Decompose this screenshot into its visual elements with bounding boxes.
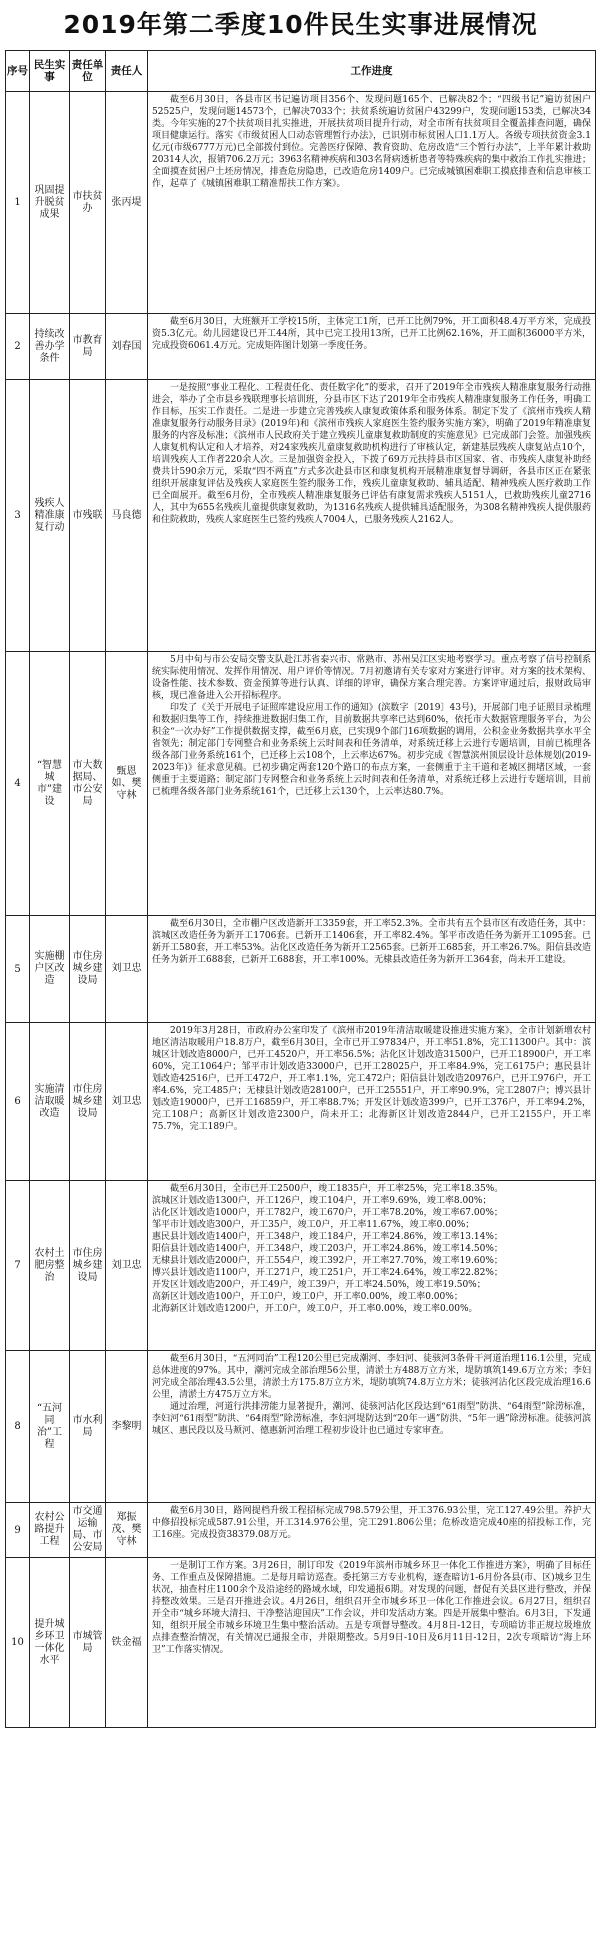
- progress-paragraph: 截至6月30日，大班额开工学校15所，主体完工1所，已开工比例79%，开工面积48.4万平方米，完成投资5.3亿元。幼儿园建设已开工44所，其中已完工投用13所，已开工比例62.16%，开工面积36000平方米，完成投资6061.4万元。完成矩阵图计划第一季度任务。: [152, 317, 591, 351]
- progress-paragraph: 5月中旬与市公安局交警支队赴江苏省泰兴市、常熟市、苏州吴江区实地考察学习。重点考察了信号控制系统实际使用情况、发挥作用情况、用户评价等情况。7月初邀请有关专家对方案进行评审。对方案的技术架构、设备性能、技术参数、资金预算等进行认真、详细的评审，确保方案合理完善。方案评审通过后，报财政局审核，现已准备进入公开招标程序。: [152, 655, 591, 701]
- table-row: [6, 652, 596, 916]
- row-number: 1: [6, 92, 30, 314]
- row-person: 郑振茂、樊守林: [106, 1503, 148, 1558]
- table-row: [6, 1023, 596, 1181]
- table-row: [6, 380, 596, 652]
- row-progress: [148, 380, 596, 652]
- row-number: 3: [6, 380, 30, 652]
- progress-paragraph: 阳信县计划改造1400户，开工348户，竣工203户，开工率24.86%，竣工率14.50%；: [152, 1244, 503, 1254]
- header-person: 责任人: [106, 51, 148, 92]
- row-unit: 市残联: [70, 380, 106, 652]
- progress-paragraph: 2019年3月28日，市政府办公室印发了《滨州市2019年清洁取暖建设推进实施方案》，全市计划新增农村地区清洁取暖用户18.8万户，截至6月30日，全市已开工97834户，开工率51.8%，完工11300户。其中：滨城区计划改造8000户，已开工4520户，开工率56.5%；沾化区计划改造31500户，已开工18900户，开工率60%，完工1064户；邹平市计划改造33000户，已开工28025户，开工率84.9%，完工6175户；惠民县计划改造42516户，已开工472户，开工率1.1%，完工472户；阳信县计划改造20976户，已开工976户，开工率4.6%，完工485户；无棣县计划改造28100户，已开工25551户，开工率90.9%，完工2807户；博兴县计划改造19000户，已开工16859户，开工率88.7%；开发区计划改造399户，已开工376户，开工率94.2%，完工108户；高新区计划改造2300户，尚未开工；北海新区计划改造2844户，已开工2155户，开工率75.7%，完工189户。: [152, 1026, 591, 1132]
- row-unit: 市城管局: [70, 1558, 106, 1728]
- progress-paragraph: 截至6月30日，“五河同治”工程120公里已完成潮河、李妇河、徒骇河3条骨干河道治理116.1公里，完成总体进度的97%。其中，潮河完成全部治理56公里，清淤土方488万立方米，堤防填筑149.6万立方米；李妇河完成全部治理43.5公里，清淤土方175.8万立方米，堤防填筑74.8万立方米；徒骇河沾化区段完成治理16.6公里，清淤土方475万立方米。: [152, 1354, 591, 1400]
- header-progress: 工作进度: [148, 51, 596, 92]
- row-unit: 市住房城乡建设局: [70, 916, 106, 1023]
- table-row: [6, 916, 596, 1023]
- progress-paragraph: 截至6月30日，路网提档升级工程招标完成798.579公里，开工376.93公里，完工127.49公里。养护大中修招投标完成587.91公里，开工314.976公里，完工291.806公里；危桥改造完成40座的招投标工作，完工16座。完成投资38379.08万元。: [152, 1506, 591, 1540]
- row-unit: 市扶贫办: [70, 92, 106, 314]
- row-number: 5: [6, 916, 30, 1023]
- progress-paragraph: 截至6月30日，全市棚户区改造新开工3359套，开工率52.3%。全市共有五个县市区有改造任务，其中：滨城区改造任务为新开工1706套。已新开工1406套，开工率82.4%。邹平市改造任务为新开工1095套。已新开工580套，开工率53%。沾化区改造任务为新开工2565套。已新开工685套，开工率26.7%。阳信县改造任务为新开工688套，已新开工688套，开工率100%。无棣县改造任务为新开工364套，尚未开工建设。: [152, 919, 591, 965]
- row-item: 提升城乡环卫一体化水平: [30, 1558, 70, 1728]
- row-progress: [148, 652, 596, 916]
- row-item: 实施棚户区改造: [30, 916, 70, 1023]
- table-row: [6, 1503, 596, 1558]
- header-no: 序号: [6, 51, 30, 92]
- page-title: 2019年第二季度10件民生实事进展情况: [63, 10, 538, 39]
- progress-paragraph: 通过治理，河道行洪排涝能力显著提升，潮河、徒骇河沾化区段达到“61雨型”防洪、“64雨型”除涝标准，李妇河“61雨型”防洪、“64雨型”除涝标准，李妇河堤防达到“20年一遇”防洪、“5年一遇”除涝标准。徒骇河滨城区、惠民段以及马颊河、德惠新河治理工程初步设计也已通过专家审查。: [152, 1402, 591, 1436]
- progress-paragraph: 开发区计划改造200户，开工49户，竣工39户，开工率24.50%，竣工率19.50%；: [152, 1280, 486, 1290]
- row-person: 马良德: [106, 380, 148, 652]
- row-unit: 市住房城乡建设局: [70, 1181, 106, 1351]
- row-person: 刘卫忠: [106, 1181, 148, 1351]
- table-row: [6, 1351, 596, 1503]
- progress-paragraph: 惠民县计划改造1400户，开工348户，竣工184户，开工率24.86%，竣工率13.14%；: [152, 1232, 503, 1242]
- row-item: 农村公路提升工程: [30, 1503, 70, 1558]
- row-unit: 市水利局: [70, 1351, 106, 1503]
- progress-paragraph: 截至6月30日，全市已开工2500户，竣工1835户，开工率25%，完工率18.35%。: [170, 1184, 504, 1194]
- row-item: “五河同治”工程: [30, 1351, 70, 1503]
- header-item: 民生实事: [30, 51, 70, 92]
- row-unit: 市交通运输局、市公安局: [70, 1503, 106, 1558]
- row-number: 10: [6, 1558, 30, 1728]
- row-progress: [148, 1023, 596, 1181]
- row-person: 刘春国: [106, 314, 148, 380]
- row-person: 甄恩如、樊守林: [106, 652, 148, 916]
- row-item: 巩固提升脱贫成果: [30, 92, 70, 314]
- progress-paragraph: 沾化区计划改造1000户，开工782户，竣工670户，开工率78.20%，竣工率67.00%；: [152, 1208, 503, 1218]
- progress-paragraph: 博兴县计划改造1100户，开工271户，竣工251户，开工率24.64%，竣工率22.82%；: [152, 1268, 503, 1278]
- header-unit: 责任单位: [70, 51, 106, 92]
- table-row: [6, 1181, 596, 1351]
- row-number: 9: [6, 1503, 30, 1558]
- row-number: 7: [6, 1181, 30, 1351]
- progress-paragraph: 一是按照“事业工程化、工程责任化、责任数字化”的要求，召开了2019年全市残疾人精准康复服务行动推进会，举办了全市县乡残联理事长培训班，分县市区下达了2019年全市残疾人精准康复服务工作任务，明确工作目标，压实工作责任。二是进一步建立完善残疾人康复政策体系和服务体系。制定下发了《滨州市残疾人精准康复服务行动服务目录》(2019年)和《滨州市残疾人家庭医生签约服务实施方案》，明确了2019年精准康复服务的内容及标准；《滨州市人民政府关于建立残疾儿童康复救助制度的实施意见》已完成部门会签。加强残疾人康复机构认定和人才培养，对24家残疾儿童康复救助机构进行了审核认定，新建基层残疾人康复站点10个，培训残疾人工作者220余人次。三是加强资金投入，下拨了69万元扶持县市区国家、省、市残疾人康复补助经费共计590余万元，采取“四不两直”方式多次赴县市区和康复机构开展精准康复督导调研，各县市区正在紧张组织开展康复评估及残疾人家庭医生签约服务工作，残疾儿童康复救助、辅具适配、精神残疾人医疗救助工作已全面展开。截至6月份，全市残疾人精准康复服务已评估有康复需求残疾人5151人，已救助残疾儿童2716人，其中为655名残疾儿童提供康复救助，为1316名残疾人提供辅具适配服务，为308名精神残疾人提供服药和住院救助，残疾人家庭医生已签约残疾人7004人，已服务残疾人2162人。: [152, 383, 591, 525]
- row-progress: [148, 92, 596, 314]
- table-row: [6, 314, 596, 380]
- row-number: 8: [6, 1351, 30, 1503]
- progress-paragraph: 无棣县计划改造2000户，开工554户，竣工392户，开工率27.70%，竣工率19.60%；: [152, 1256, 503, 1266]
- row-person: 铁金福: [106, 1558, 148, 1728]
- row-item: 农村土肥房整治: [30, 1181, 70, 1351]
- row-progress: [148, 1181, 596, 1351]
- row-unit: 市大数据局、市公安局: [70, 652, 106, 916]
- row-progress: [148, 1503, 596, 1558]
- row-progress: [148, 314, 596, 380]
- row-person: 刘卫忠: [106, 1023, 148, 1181]
- progress-paragraph: 北海新区计划改造1200户，开工0户，竣工0户，开工率0.00%，竣工率0.00%。: [152, 1304, 478, 1314]
- row-number: 4: [6, 652, 30, 916]
- row-number: 2: [6, 314, 30, 380]
- table-body: [6, 92, 596, 1728]
- progress-paragraph: 高新区计划改造100户，开工0户，竣工0户，开工率0.00%，竣工率0.00%；: [152, 1292, 463, 1302]
- row-item: “智慧城市”建设: [30, 652, 70, 916]
- table-header-row: [6, 51, 596, 92]
- row-unit: 市教育局: [70, 314, 106, 380]
- row-item: 持续改善办学条件: [30, 314, 70, 380]
- table-row: [6, 92, 596, 314]
- row-item: 残疾人精准康复行动: [30, 380, 70, 652]
- progress-paragraph: 滨城区计划改造1300户，开工126户，竣工104户，开工率9.69%，竣工率8.00%；: [152, 1196, 492, 1206]
- row-person: 张丙堤: [106, 92, 148, 314]
- row-number: 6: [6, 1023, 30, 1181]
- progress-paragraph: 截至6月30日，各县市区书记遍访项目356个、发现问题165个、已解决82个；“四级书记”遍访贫困户52525户，发现问题14573个，已解决7033个；扶贫系统遍访贫困户43299户，发现问题153类，已解决34类。今年实施的27个扶贫项目扎实推进，开展扶贫项目提升行动，对全市所有扶贫项目全覆盖排查问题，确保项目健康运行。落实《市级贫困人口动态管理暂行办法》，已识别市标贫困人口1.1万人。各级专项扶贫资金3.1亿元(市级6777万元)已全部拨付到位。完善医疗保障、教育资助、危房改造“三个暂行办法”，上半年累计救助20314人次，报销706.2万元；3963名精神疾病和303名肾病透析患者等特殊疾病的集中救治工作扎实推进；全面摸查贫困户土坯房情况，排查危房隐患，已改造危房1409户。已完成城镇困难职工摸底排查和信息审核工作，起草了《城镇困难职工精准帮扶工作方案》。: [152, 95, 591, 189]
- row-person: 刘卫忠: [106, 916, 148, 1023]
- progress-paragraph: 邹平市计划改造300户，开工35户，竣工0户，开工率11.67%，竣工率0.00%；: [152, 1220, 475, 1230]
- row-item: 实施清洁取暖改造: [30, 1023, 70, 1181]
- row-person: 李黎明: [106, 1351, 148, 1503]
- progress-paragraph: 印发了《关于开展电子证照库建设应用工作的通知》(滨数字〔2019〕43号)，开展部门电子证照目录梳理和数据归集等工作，持续推进数据归集工作，目前数据共享率已达到60%，依托市大数据管理服务平台，为公积金“一次办好”工作提供数据支撑，截至6月底，已实现9个部门16项数据的调用，公积金业务数据共享水平全省领先；制定部门专网整合和业务系统上云时间表和任务清单，对系统迁移上云进行专题培训，目前已梳理各级各部门业务系统161个，已迁移上云108个，上云率达67%。初步完成《智慧滨州顶层设计总体规划(2019-2023年)》征求意见稿。已初步确定两套120个路口的布点方案，一套侧重于主干道和老城区拥堵区域，一套侧重于主要道路；制定部门专网整合和业务系统上云时间表和任务清单，对系统迁移上云进行专题培训，目前已梳理各级各部门业务系统161个，已迁移上云130个，上云率达80.7%。: [152, 703, 591, 797]
- row-progress: [148, 1558, 596, 1728]
- row-progress: [148, 916, 596, 1023]
- progress-paragraph: 一是制订工作方案。3月26日，制订印发《2019年滨州市城乡环卫一体化工作推进方案》，明确了目标任务、工作重点及保障措施。二是每月暗访巡查。委托第三方专业机构，逐查暗访1-6月份各县(市、区)城乡卫生状况，抽查村庄1100余个及沿途经的路域水域，印发通报6期。对发现的问题，督促有关县区进行整改，并保持整改效果。三是召开推进会议。4月26日，组织召开全市城乡环卫一体化工作推进会议。6月27日，组织召开全市“城乡环境大清扫、干净整洁迎国庆”工作会议，并印发活动方案。四是开展集中整治。6月3日，下发通知，组织开展全市城乡环境卫生集中整治活动。五是专项督导整改。4月8日-12日，专项暗访非正规垃圾堆放点排查整治情况，有关情况已通报全市，并限期整改。5月9日-10日及6月11日-12日，2次专项暗访“海上环卫”工作落实情况。: [152, 1561, 591, 1655]
- row-progress: [148, 1351, 596, 1503]
- progress-table: [5, 50, 596, 1728]
- table-row: [6, 1558, 596, 1728]
- row-unit: 市住房城乡建设局: [70, 1023, 106, 1181]
